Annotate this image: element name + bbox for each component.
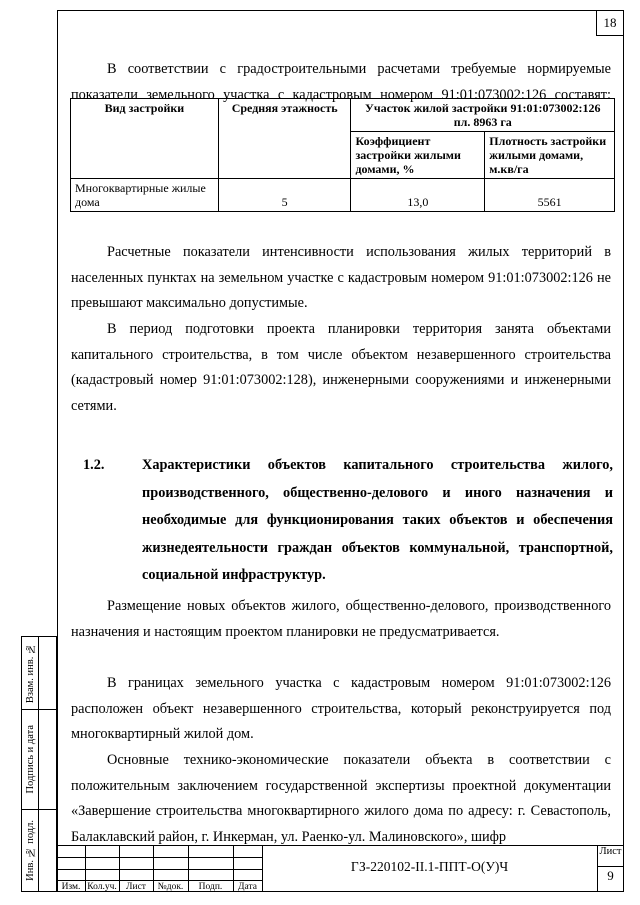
stamp-label-sheet: Лист bbox=[126, 882, 146, 892]
cell-density: 5561 bbox=[485, 179, 615, 212]
paragraph-intensity: Расчетные показатели интенсивности использования жилых территорий в населенных пунктах на земельном участке с кадастровым номером 91:01:073002:126 не превышают максимально допустимые. bbox=[71, 244, 611, 311]
side-label-signature-date: Подпись и дата bbox=[25, 724, 36, 794]
cell-coefficient: 13,0 bbox=[351, 179, 485, 212]
table-header-row bbox=[71, 99, 615, 132]
header-plot: Участок жилой застройки 91:01:073002:126 пл. 8963 га bbox=[351, 99, 615, 132]
sheet-label: Лист bbox=[599, 846, 622, 857]
side-label-replacement: Взам. инв. № bbox=[25, 642, 36, 704]
cell-floors: 5 bbox=[218, 179, 351, 212]
page-frame bbox=[57, 10, 624, 892]
header-average-floors: Средняя этажность bbox=[218, 99, 351, 179]
page-number-box bbox=[596, 11, 623, 36]
paragraph-territory: В период подготовки проекта планировки территория занята объектами капитального строительства, в том числе объектом незавершенного строительства (кадастровый номер 91:01:073002:128), инженерными сооружениями и инженерными сетями. bbox=[71, 321, 611, 414]
document-code: ГЗ-220102-II.1-ППТ-О(У)Ч bbox=[350, 859, 509, 874]
header-coefficient: Коэффициент застройки жилыми домами, % bbox=[351, 132, 485, 179]
sheet-number: 9 bbox=[607, 868, 614, 883]
cell-building-type: Многоквартирные жилые дома bbox=[71, 179, 219, 212]
section-title: Характеристики объектов капитального строительства жилого, производственного, общественно-делового и иного назначения и необходимые для функционирования таких объектов и обеспечения жизнедеятельности граждан объектов коммунальной, транспортной, социальной инфраструктур. bbox=[142, 457, 613, 583]
table-row bbox=[71, 179, 615, 212]
title-block bbox=[57, 845, 624, 892]
stamp-label-count: Кол.уч. bbox=[87, 882, 117, 892]
stamp-label-signature: Подп. bbox=[198, 882, 223, 892]
page-number: 18 bbox=[603, 15, 617, 30]
intro-paragraph: В соответствии с градостроительными расчетами требуемые нормируемые показатели земельного участка с кадастровым номером 91:01:073002:126 составят: bbox=[71, 61, 611, 103]
stamp-label-change: Изм. bbox=[61, 882, 81, 892]
section-number: 1.2. bbox=[83, 457, 105, 473]
paragraph-placement: Размещение новых объектов жилого, общественно-делового, производственного назначения и настоящим проектом планировки не предусматривается. bbox=[71, 598, 611, 640]
header-density: Плотность застройки жилыми домами, м.кв/га bbox=[485, 132, 615, 179]
paragraph-boundaries: В границах земельного участка с кадастровым номером 91:01:073002:126 расположен объект незавершенного строительства, который реконструируется под многоквартирный жилой дом. bbox=[71, 675, 611, 742]
parameters-table bbox=[70, 98, 615, 212]
side-stamp bbox=[21, 636, 57, 892]
section-heading bbox=[83, 452, 613, 590]
side-label-inventory: Инв. № подл. bbox=[25, 819, 36, 881]
header-building-type: Вид застройки bbox=[71, 99, 219, 179]
stamp-label-doc-number: №док. bbox=[157, 882, 184, 892]
stamp-label-date: Дата bbox=[238, 882, 257, 892]
paragraph-indicators: Основные технико-экономические показатели объекта в соответствии с положительным заключением государственной экспертизы проектной документации «Завершение строительства многоквартирного жилого дома по адресу: г. Севастополь, Балаклавский район, г. Инкерман, ул. Раенко-ул. Малиновского», шифр bbox=[71, 752, 611, 845]
